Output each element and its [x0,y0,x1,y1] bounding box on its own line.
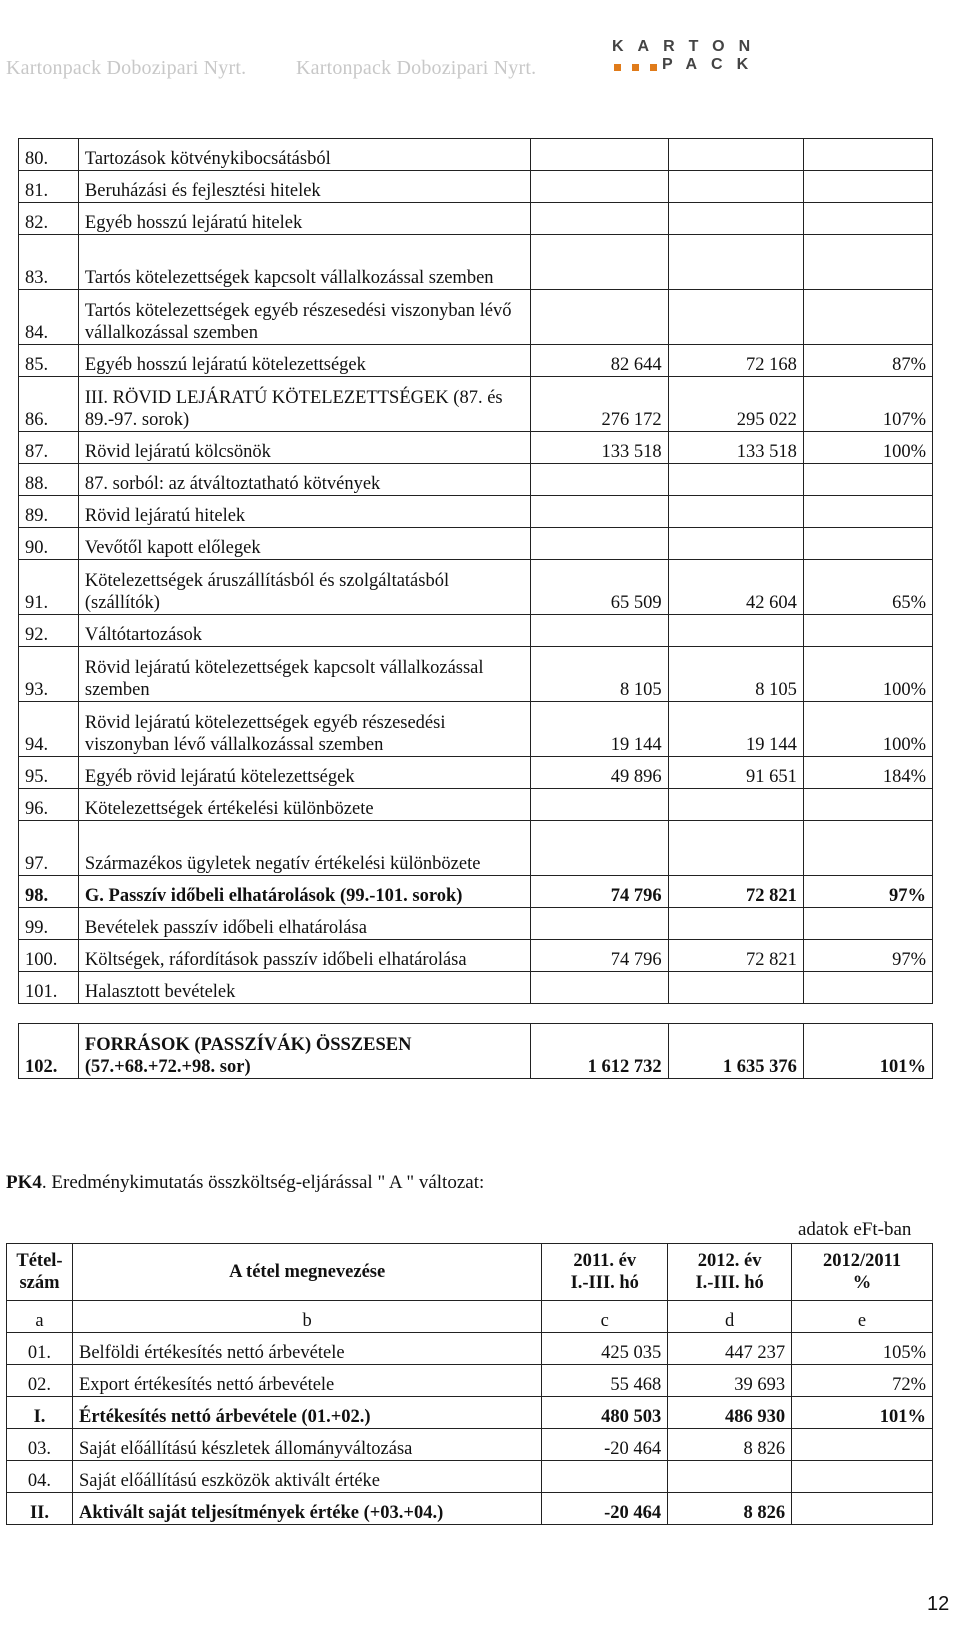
header-text: I.-III. hó [570,1273,639,1293]
value-2012: 8 826 [668,1429,792,1461]
value-2012: 42 604 [668,560,803,615]
row-name: Kötelezettségek értékelési különbözete [78,789,530,821]
percent-value [792,1461,933,1493]
row-name: Egyéb rövid lejáratú kötelezettségek [78,757,530,789]
percent-value: 184% [803,757,932,789]
row-name: Halasztott bevételek [78,972,530,1004]
row-name: Egyéb hosszú lejáratú kötelezettségek [78,345,530,377]
percent-value [803,235,932,290]
percent-value [792,1429,933,1461]
table-row [7,1493,933,1525]
percent-value [803,615,932,647]
value-2012 [668,821,803,876]
header-item-number [7,1244,73,1301]
value-2012: 486 930 [668,1397,792,1429]
table-row [19,345,933,377]
value-2011 [531,171,668,203]
percent-value: 100% [803,647,932,702]
percent-value: 107% [803,377,932,432]
value-2011: 65 509 [531,560,668,615]
total-table [18,1023,933,1079]
table-row [7,1333,933,1365]
logo-square-icon [614,64,621,71]
row-number: 99. [19,908,79,940]
value-2011: 8 105 [531,647,668,702]
table-row [7,1365,933,1397]
value-2012: 8 105 [668,647,803,702]
row-number: 85. [19,345,79,377]
row-name: Beruházási és fejlesztési hitelek [78,171,530,203]
watermark-text: Kartonpack Dobozipari Nyrt. [6,57,247,79]
percent-value: 101% [792,1397,933,1429]
row-name: Tartós kötelezettségek kapcsolt vállalkozással szemben [78,235,530,290]
section-label: PK4 [6,1172,42,1193]
row-number: 81. [19,171,79,203]
table-row [7,1397,933,1429]
section-title: . Eredménykimutatás összköltség-eljárással " A " változat: [41,1172,485,1193]
header-2012 [668,1244,792,1301]
value-2011 [531,972,668,1004]
row-name: Tartozások kötvénykibocsátásból [78,139,530,171]
value-2012 [668,464,803,496]
value-2012 [668,908,803,940]
value-2012 [668,789,803,821]
row-number: 93. [19,647,79,702]
value-2012: 91 651 [668,757,803,789]
percent-value: 101% [803,1024,932,1079]
value-2012: 72 821 [668,876,803,908]
header-text: 2011. év [573,1251,637,1271]
value-2011: 74 796 [531,940,668,972]
value-2011 [531,615,668,647]
table-row [19,821,933,876]
value-2012 [668,290,803,345]
value-2012 [668,528,803,560]
value-2012 [668,972,803,1004]
row-number: 04. [7,1461,73,1493]
row-number: 89. [19,496,79,528]
row-number: II. [7,1493,73,1525]
value-2012 [668,203,803,235]
row-number: I. [7,1397,73,1429]
percent-value [803,908,932,940]
value-2012: 1 635 376 [668,1024,803,1079]
value-2011: 82 644 [531,345,668,377]
column-letter-row [7,1301,933,1333]
percent-value: 105% [792,1333,933,1365]
percent-value: 97% [803,876,932,908]
row-number: 90. [19,528,79,560]
row-number: 97. [19,821,79,876]
page-number: 12 [927,1593,950,1615]
value-2011: 19 144 [531,702,668,757]
row-number: 96. [19,789,79,821]
table-row [19,560,933,615]
percent-value: 65% [803,560,932,615]
table-row [19,528,933,560]
row-number: 98. [19,876,79,908]
section-heading [6,1172,484,1194]
row-number: 84. [19,290,79,345]
value-2011: 425 035 [542,1333,668,1365]
table-row [19,789,933,821]
table-row [19,290,933,345]
value-2011 [531,203,668,235]
value-2011 [531,821,668,876]
percent-value [792,1493,933,1525]
row-number: 88. [19,464,79,496]
header-text: 2012/2011 [822,1251,902,1271]
column-letter: b [72,1301,541,1333]
table-row [19,203,933,235]
percent-value [803,464,932,496]
value-2011 [542,1461,668,1493]
value-2012 [668,615,803,647]
table-row [19,235,933,290]
row-number: 91. [19,560,79,615]
row-name [78,1024,530,1079]
value-2011: -20 464 [542,1429,668,1461]
value-2011 [531,908,668,940]
row-number: 83. [19,235,79,290]
header-text: % [852,1273,872,1293]
row-name: Belföldi értékesítés nettó árbevétele [72,1333,541,1365]
table-row [19,615,933,647]
karton-pack-logo [600,34,800,82]
row-number: 82. [19,203,79,235]
row-number: 86. [19,377,79,432]
column-letter: a [7,1301,73,1333]
value-2011 [531,290,668,345]
percent-value [803,528,932,560]
row-number: 101. [19,972,79,1004]
value-2011 [531,235,668,290]
table-row [19,171,933,203]
percent-value [803,972,932,1004]
value-2011: 133 518 [531,432,668,464]
header-2011 [542,1244,668,1301]
value-2012: 72 821 [668,940,803,972]
row-name: Származékos ügyletek negatív értékelési különbözete [78,821,530,876]
row-name: Rövid lejáratú hitelek [78,496,530,528]
percent-value [803,821,932,876]
value-2012: 447 237 [668,1333,792,1365]
row-number: 92. [19,615,79,647]
value-2011 [531,528,668,560]
row-name: G. Passzív időbeli elhatárolások (99.-101. sorok) [78,876,530,908]
value-2012: 19 144 [668,702,803,757]
value-2011 [531,496,668,528]
row-name: Rövid lejáratú kötelezettségek egyéb részesedési viszonyban lévő vállalkozással szemben [78,702,530,757]
income-statement-table [6,1243,933,1525]
row-name: Kötelezettségek áruszállításból és szolgáltatásból (szállítók) [78,560,530,615]
percent-value: 87% [803,345,932,377]
watermark-text: Kartonpack Dobozipari Nyrt. [296,57,537,79]
percent-value: 100% [803,432,932,464]
value-2011: 49 896 [531,757,668,789]
header-text: 2012. év [697,1251,762,1271]
row-number: 94. [19,702,79,757]
row-name: Aktivált saját teljesítmények értéke (+03.+04.) [72,1493,541,1525]
row-number: 02. [7,1365,73,1397]
row-number: 80. [19,139,79,171]
row-name: Értékesítés nettó árbevétele (01.+02.) [72,1397,541,1429]
value-2012: 295 022 [668,377,803,432]
row-number: 03. [7,1429,73,1461]
value-2012 [668,1461,792,1493]
unit-note: adatok eFt-ban [798,1219,912,1240]
table-row [19,757,933,789]
table-row [19,876,933,908]
header-percent [792,1244,933,1301]
row-number: 95. [19,757,79,789]
row-name: 87. sorból: az átváltoztatható kötvények [78,464,530,496]
value-2012: 8 826 [668,1493,792,1525]
value-2011 [531,789,668,821]
balance-sheet-table [18,138,933,1004]
percent-value [803,290,932,345]
logo-square-icon [650,64,657,71]
row-number: 100. [19,940,79,972]
total-row [19,1024,933,1079]
row-name: Tartós kötelezettségek egyéb részesedési viszonyban lévő vállalkozással szemben [78,290,530,345]
percent-value [803,139,932,171]
percent-value [803,789,932,821]
table-row [19,702,933,757]
row-name: Bevételek passzív időbeli elhatárolása [78,908,530,940]
value-2012: 39 693 [668,1365,792,1397]
logo-square-icon [632,64,639,71]
table-row [19,139,933,171]
value-2012 [668,235,803,290]
percent-value [803,171,932,203]
value-2012: 72 168 [668,345,803,377]
header-text: I.-III. hó [695,1273,764,1293]
row-name: Váltótartozások [78,615,530,647]
value-2011: 1 612 732 [531,1024,668,1079]
value-2012 [668,496,803,528]
table-row [19,647,933,702]
row-name: Saját előállítású készletek állományváltozása [72,1429,541,1461]
column-letter: c [542,1301,668,1333]
header-text: szám [19,1273,60,1293]
row-name: Egyéb hosszú lejáratú hitelek [78,203,530,235]
table-row [19,432,933,464]
percent-value: 72% [792,1365,933,1397]
row-name: Rövid lejáratú kötelezettségek kapcsolt vállalkozással szemben [78,647,530,702]
table-row [19,496,933,528]
percent-value [803,203,932,235]
header-item-name: A tétel megnevezése [72,1244,541,1301]
row-name: Vevőtől kapott előlegek [78,528,530,560]
row-name-line: FORRÁSOK (PASSZÍVÁK) ÖSSZESEN [84,1035,412,1055]
row-number: 102. [19,1024,79,1079]
table-row [19,464,933,496]
percent-value [803,496,932,528]
row-name: III. RÖVID LEJÁRATÚ KÖTELEZETTSÉGEK (87. és 89.-97. sorok) [78,377,530,432]
column-letter: d [668,1301,792,1333]
row-name: Költségek, ráfordítások passzív időbeli elhatárolása [78,940,530,972]
value-2012 [668,171,803,203]
table-row [19,940,933,972]
value-2011 [531,139,668,171]
row-name: Saját előállítású eszközök aktivált értéke [72,1461,541,1493]
row-name: Export értékesítés nettó árbevétele [72,1365,541,1397]
value-2011: 55 468 [542,1365,668,1397]
percent-value: 97% [803,940,932,972]
value-2011: 276 172 [531,377,668,432]
table-row [19,377,933,432]
logo-text-bottom: PACK [662,56,763,73]
value-2012: 133 518 [668,432,803,464]
table-row [19,972,933,1004]
logo-text-top: KARTON [612,38,765,55]
column-letter: e [792,1301,933,1333]
row-name: Rövid lejáratú kölcsönök [78,432,530,464]
header-row [7,1244,933,1301]
percent-value: 100% [803,702,932,757]
row-number: 87. [19,432,79,464]
header-text: Tétel- [16,1251,63,1271]
table-row [7,1461,933,1493]
value-2012 [668,139,803,171]
row-name-line: (57.+68.+72.+98. sor) [84,1057,251,1077]
value-2011: 74 796 [531,876,668,908]
value-2011: 480 503 [542,1397,668,1429]
row-number: 01. [7,1333,73,1365]
value-2011: -20 464 [542,1493,668,1525]
value-2011 [531,464,668,496]
table-row [19,908,933,940]
table-row [7,1429,933,1461]
